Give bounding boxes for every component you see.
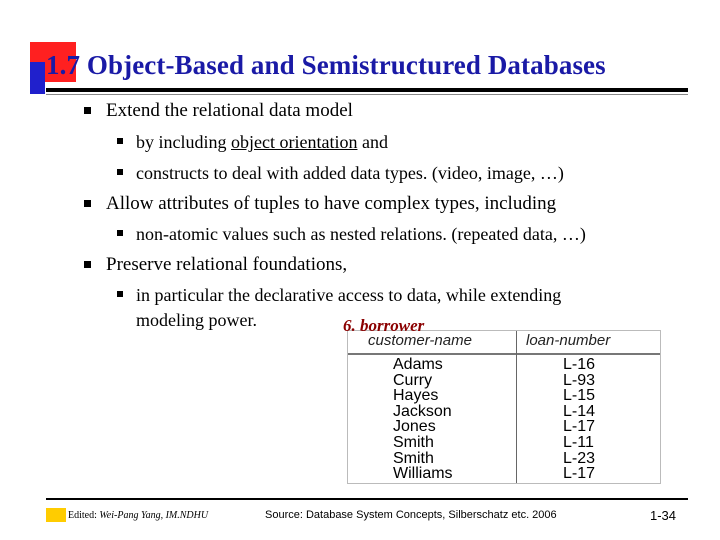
table-cell-loan-number: L-15 [563, 387, 596, 405]
bullet-1-sub-2: constructs to deal with added data types. (video, image, …) [136, 163, 564, 183]
table-cell-customer-name: Curry [393, 371, 433, 389]
title-underline [46, 88, 688, 92]
bullet-3-sub-1-line-2: modeling power. [136, 310, 257, 330]
table-cell-loan-number: L-14 [563, 402, 596, 420]
bullet-2-text: Allow attributes of tuples to have complex types, including [106, 193, 557, 214]
page-number: 1-34 [650, 508, 677, 523]
bullet-2-sub-1: non-atomic values such as nested relations. (repeated data, …) [136, 224, 586, 244]
borrower-table [347, 330, 661, 484]
table-cell-loan-number: L-16 [563, 356, 596, 373]
table-caption: 6. borrower [343, 316, 425, 335]
sub-text-post: and [357, 132, 388, 152]
sub-text-underlined: object orientation [231, 132, 358, 152]
slide-title: 1.7 Object-Based and Semistructured Databases [46, 50, 606, 80]
table-cell-customer-name: Williams [393, 465, 453, 483]
sub-bullet-marker [117, 230, 123, 236]
table-cell-loan-number: L-17 [563, 465, 596, 483]
table-cell-loan-number: L-17 [563, 418, 596, 436]
bullet-marker [84, 261, 91, 268]
table-cell-loan-number: L-93 [563, 371, 596, 389]
footer-source: Source: Database System Concepts, Silberschatz etc. 2006 [265, 509, 557, 521]
table-cell-customer-name: Smith [393, 434, 434, 451]
footer-rule [46, 498, 688, 500]
footer-logo-square [46, 508, 66, 522]
bullet-marker [84, 107, 91, 114]
title-underline-thin [46, 94, 688, 95]
table-cell-customer-name: Jackson [393, 402, 452, 420]
table-cell-loan-number: L-23 [563, 449, 596, 467]
sub-bullet-marker [117, 138, 123, 144]
table-cell-customer-name: Jones [393, 418, 436, 436]
bullet-3-text: Preserve relational foundations, [106, 254, 348, 275]
table-cell-loan-number: L-11 [563, 434, 594, 451]
table-cell-customer-name: Adams [393, 356, 443, 373]
bullet-1-text: Extend the relational data model [106, 100, 353, 121]
table-cell-customer-name: Smith [393, 449, 434, 467]
footer-edited-prefix: Edited: [68, 510, 100, 521]
header-loan-number: loan-number [526, 332, 611, 349]
sub-bullet-marker [117, 169, 123, 175]
sub-bullet-marker [117, 291, 123, 297]
bullet-marker [84, 200, 91, 207]
table-cell-customer-name: Hayes [393, 387, 439, 405]
footer-edited-author: Wei-Pang Yang, IM.NDHU [99, 510, 209, 521]
title-decoration-blue-bar [30, 62, 45, 94]
column-divider [516, 331, 517, 483]
sub-text-pre: by including [136, 132, 231, 152]
bullet-1-sub-1 [136, 131, 388, 153]
bullet-3-sub-1-line-1: in particular the declarative access to data, while extending [136, 285, 562, 305]
footer-edited [68, 510, 208, 521]
header-customer-name: customer-name [368, 332, 472, 349]
